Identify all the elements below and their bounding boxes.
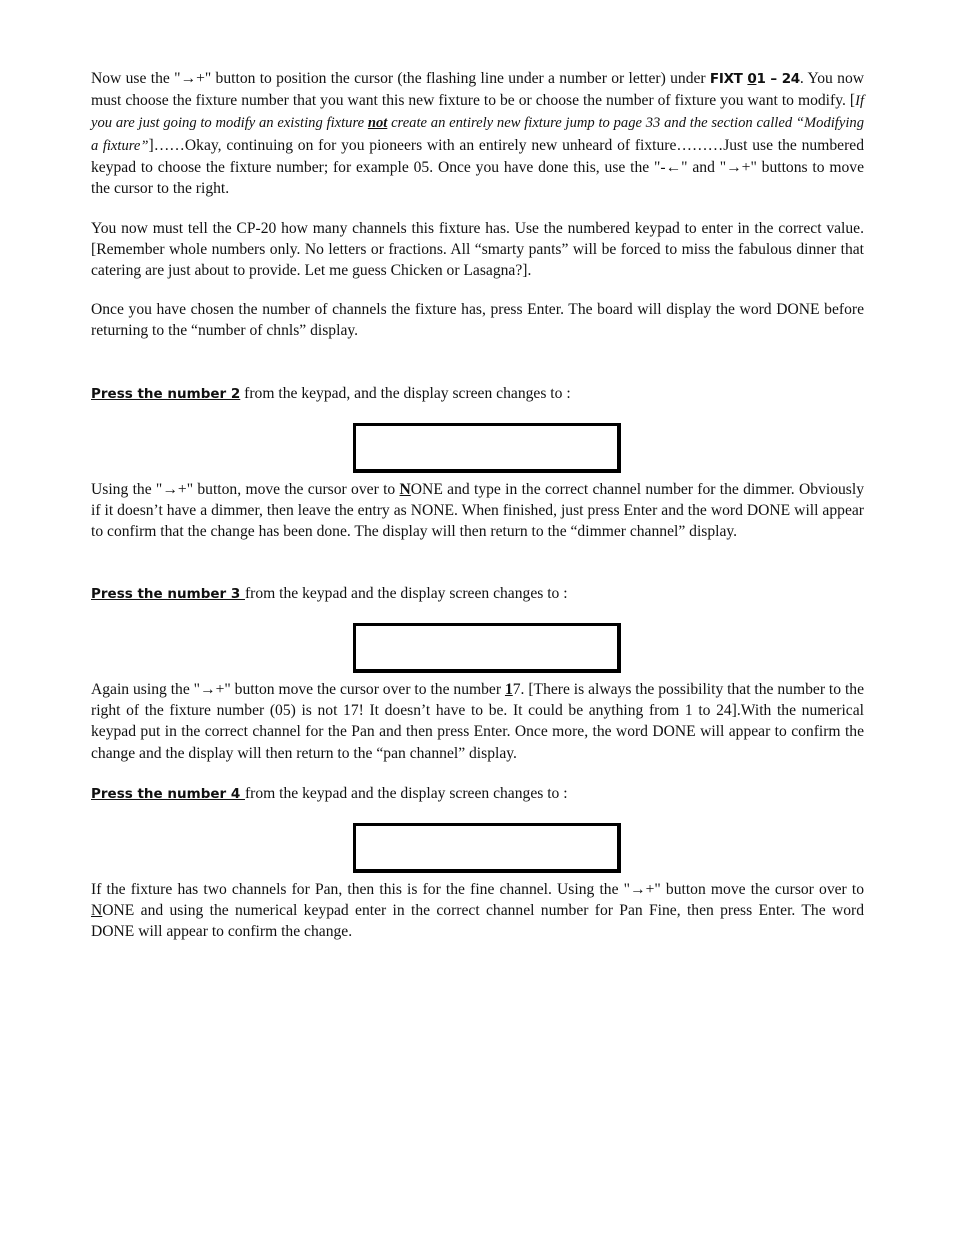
enter-paragraph — [91, 299, 864, 341]
right-arrow-icon: → — [726, 158, 742, 176]
text: ]……Okay, continuing on for you pioneers with an entirely new unheard of fixture………Just use the numbered keypad to choose the fixture number; for example 05. Once you have done this, use the "- — [91, 136, 864, 176]
text: Now use the " — [91, 70, 181, 87]
right-arrow-icon: → — [630, 881, 646, 898]
press-number-label: Press the number 4 — [91, 786, 245, 802]
right-arrow-icon: → — [200, 681, 216, 698]
right-arrow-icon: → — [180, 70, 197, 87]
text: . You now must choose the fixture number that you want this new fixture to be or choose the number of fixture you want to modify. [ — [91, 70, 864, 110]
text: from the keypad and the display screen changes to : — [244, 785, 568, 802]
text: Once you have chosen the number of channels the fixture has, press Enter. The board will display the word DONE before returning to the “number of chnls” display. — [91, 301, 864, 340]
pan-fine-paragraph: If the fixture has two channels for Pan, then this is for the fine channel. Using the "→+" button move the cursor over to NONE and using the numerical keypad enter in the correct channel number for Pan Fine, then press Enter. The word DONE will appear to confirm the change. — [91, 881, 865, 941]
text: " and " — [681, 158, 727, 176]
cursor-letter: N — [399, 481, 411, 498]
press-4-heading — [91, 783, 864, 805]
text: You now must tell the CP-20 how many channels this fixture has. Use the numbered keypad to enter in the correct value. [Remember whole numbers only. No letters or fractions. All “smarty pants” will be forced to miss the fabulous dinner that catering are just about to provide. Let me guess Chicken or Lasagna?]. — [91, 220, 864, 280]
pan-paragraph: Again using the "→+" button move the cursor over to the number 17. [There is always the possibility that the number to the right of the fixture number (05) is not 17! It doesn’t have to be. It could be anything from 1 to 24].With the numerical keypad put in the correct channel for the Pan and then press Enter. Once more, the word DONE will appear to confirm the change and the display will then return to the “pan channel” display. — [91, 681, 865, 762]
display-screen-box — [353, 423, 621, 473]
emphasis-not: not — [367, 115, 388, 132]
press-number-label: Press the number 3 — [91, 586, 245, 602]
text: +" buttons to move the cursor to the right. — [91, 158, 864, 198]
text: from the keypad and the display screen changes to : — [244, 585, 568, 602]
display-screen-box — [353, 823, 621, 873]
cursor-letter: N — [91, 902, 103, 920]
press-number-label: Press the number 2 — [91, 386, 241, 402]
dimmer-paragraph: Using the "→+" button, move the cursor over to NONE and type in the correct channel number for the dimmer. Obviously if it doesn’t have a dimmer, then leave the entry as NONE. When finished, just press Enter and the word DONE will appear to confirm that the change has been done. The display will then return to the “dimmer channel” display. — [91, 481, 865, 541]
intro-paragraph — [91, 68, 864, 199]
left-arrow-icon: ← — [665, 158, 682, 176]
text: from the keypad, and the display screen changes to : — [240, 385, 571, 402]
press-2-heading — [91, 383, 864, 405]
right-arrow-icon: → — [162, 481, 178, 498]
text: +" button to position the cursor (the flashing line under a number or letter) under — [196, 70, 710, 87]
cursor-digit: 1 — [504, 681, 513, 698]
fixt-label: FIXT 01 – 24 — [709, 71, 800, 87]
italic-note: If you are just going to modify an existing fixture — [91, 93, 864, 132]
italic-note: create an entirely new fixture jump to page 33 and the section called “Modifying a fixture” — [91, 115, 864, 154]
display-screen-box — [353, 623, 621, 673]
channels-paragraph — [91, 218, 864, 282]
press-3-heading — [91, 583, 864, 605]
